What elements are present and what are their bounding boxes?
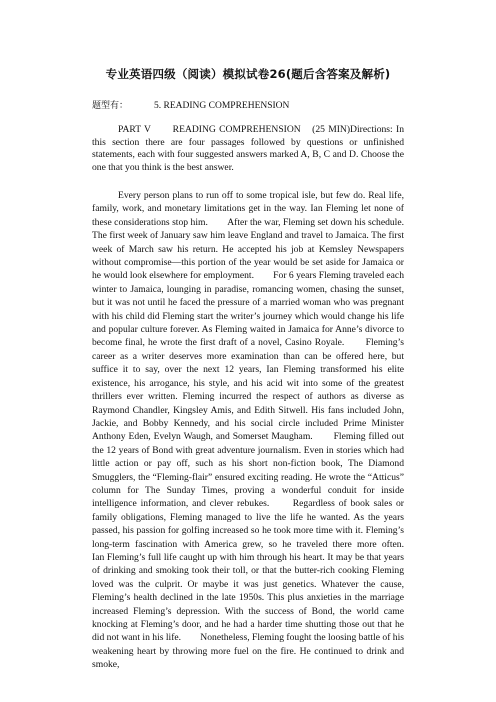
question-type-value: 5. READING COMPREHENSION — [154, 101, 290, 111]
instructions-paragraph: PART V READING COMPREHENSION (25 MIN)Directions: In this section there are four passages followed by questions or unfinished statements, each with four suggested answers marked A, B, C and D. Choose the one that you think is the best answer. — [92, 124, 404, 173]
question-type-label: 题型有： — [92, 101, 129, 111]
question-type-line — [92, 98, 289, 111]
reading-passage: Every person plans to run off to some tropical isle, but few do. Real life, family, work, and monetary limitations get in the way. Ian Fleming let none of these considerations stop him. After the war, Fleming set down his schedule. The first week of January saw him leave England and travel to Jamaica. The first week of March saw his return. He accepted his job at Kemsley Newspapers without compromise—this portion of the year would be set aside for Jamaica or he would look elsewhere for employment. For 6 years Fleming traveled each winter to Jamaica, lounging in paradise, romancing women, chasing the sunset, but it was not until he faced the pressure of a married woman who was pregnant with his child did Fleming start the writer’s journey which would change his life and popular culture forever. As Fleming waited in Jamaica for Anne’s divorce to become final, he wrote the first draft of a novel, Casino Royale. Fleming’s career as a writer deserves more examination than can be offered here, but suffice it to say, over the next 12 years, Ian Fleming transformed his elite existence, his arrogance, his style, and his acid wit into some of the greatest thrillers ever written. Fleming incurred the respect of authors as diverse as Raymond Chandler, Kingsley Amis, and Edith Sitwell. His fans included John, Jackie, and Bobby Kennedy, and his social circle included Prime Minister Anthony Eden, Evelyn Waugh, and Somerset Maugham. Fleming filled out the 12 years of Bond with great adventure journalism. Even in stories which had little action or pay off, such as his short non-fiction book, The Diamond Smugglers, the “Fleming-flair” ensured exciting reading. He wrote the “Atticus” column for The Sunday Times, proving a wonderful conduit for inside intelligence information, and clever rebukes. Regardless of book sales or family obligations, Fleming managed to live the life he wanted. As the years passed, his passion for golfing increased so he took more time with it. Fleming’s long-term fascination with America grew, so he traveled there more often. Ian Fleming’s full life caught up with him through his heart. It may be that years of drinking and smoking took their toll, or that the butter-rich cooking Fleming loved was the culprit. Or maybe it was just genetics. Whatever the cause, Fleming’s health declined in the late 1950s. This plus anxieties in the marriage increased Fleming’s depression. With the success of Bond, the world came knocking at Fleming’s door, and he had a harder time shutting those out that he did not want in his life. Nonetheless, Fleming fought the loosing battle of his weakening heart by throwing more fuel on the fire. He continued to drink and smoke, — [92, 190, 424, 671]
document-title: 专业英语四级（阅读）模拟试卷26(题后含答案及解析) — [105, 67, 391, 81]
